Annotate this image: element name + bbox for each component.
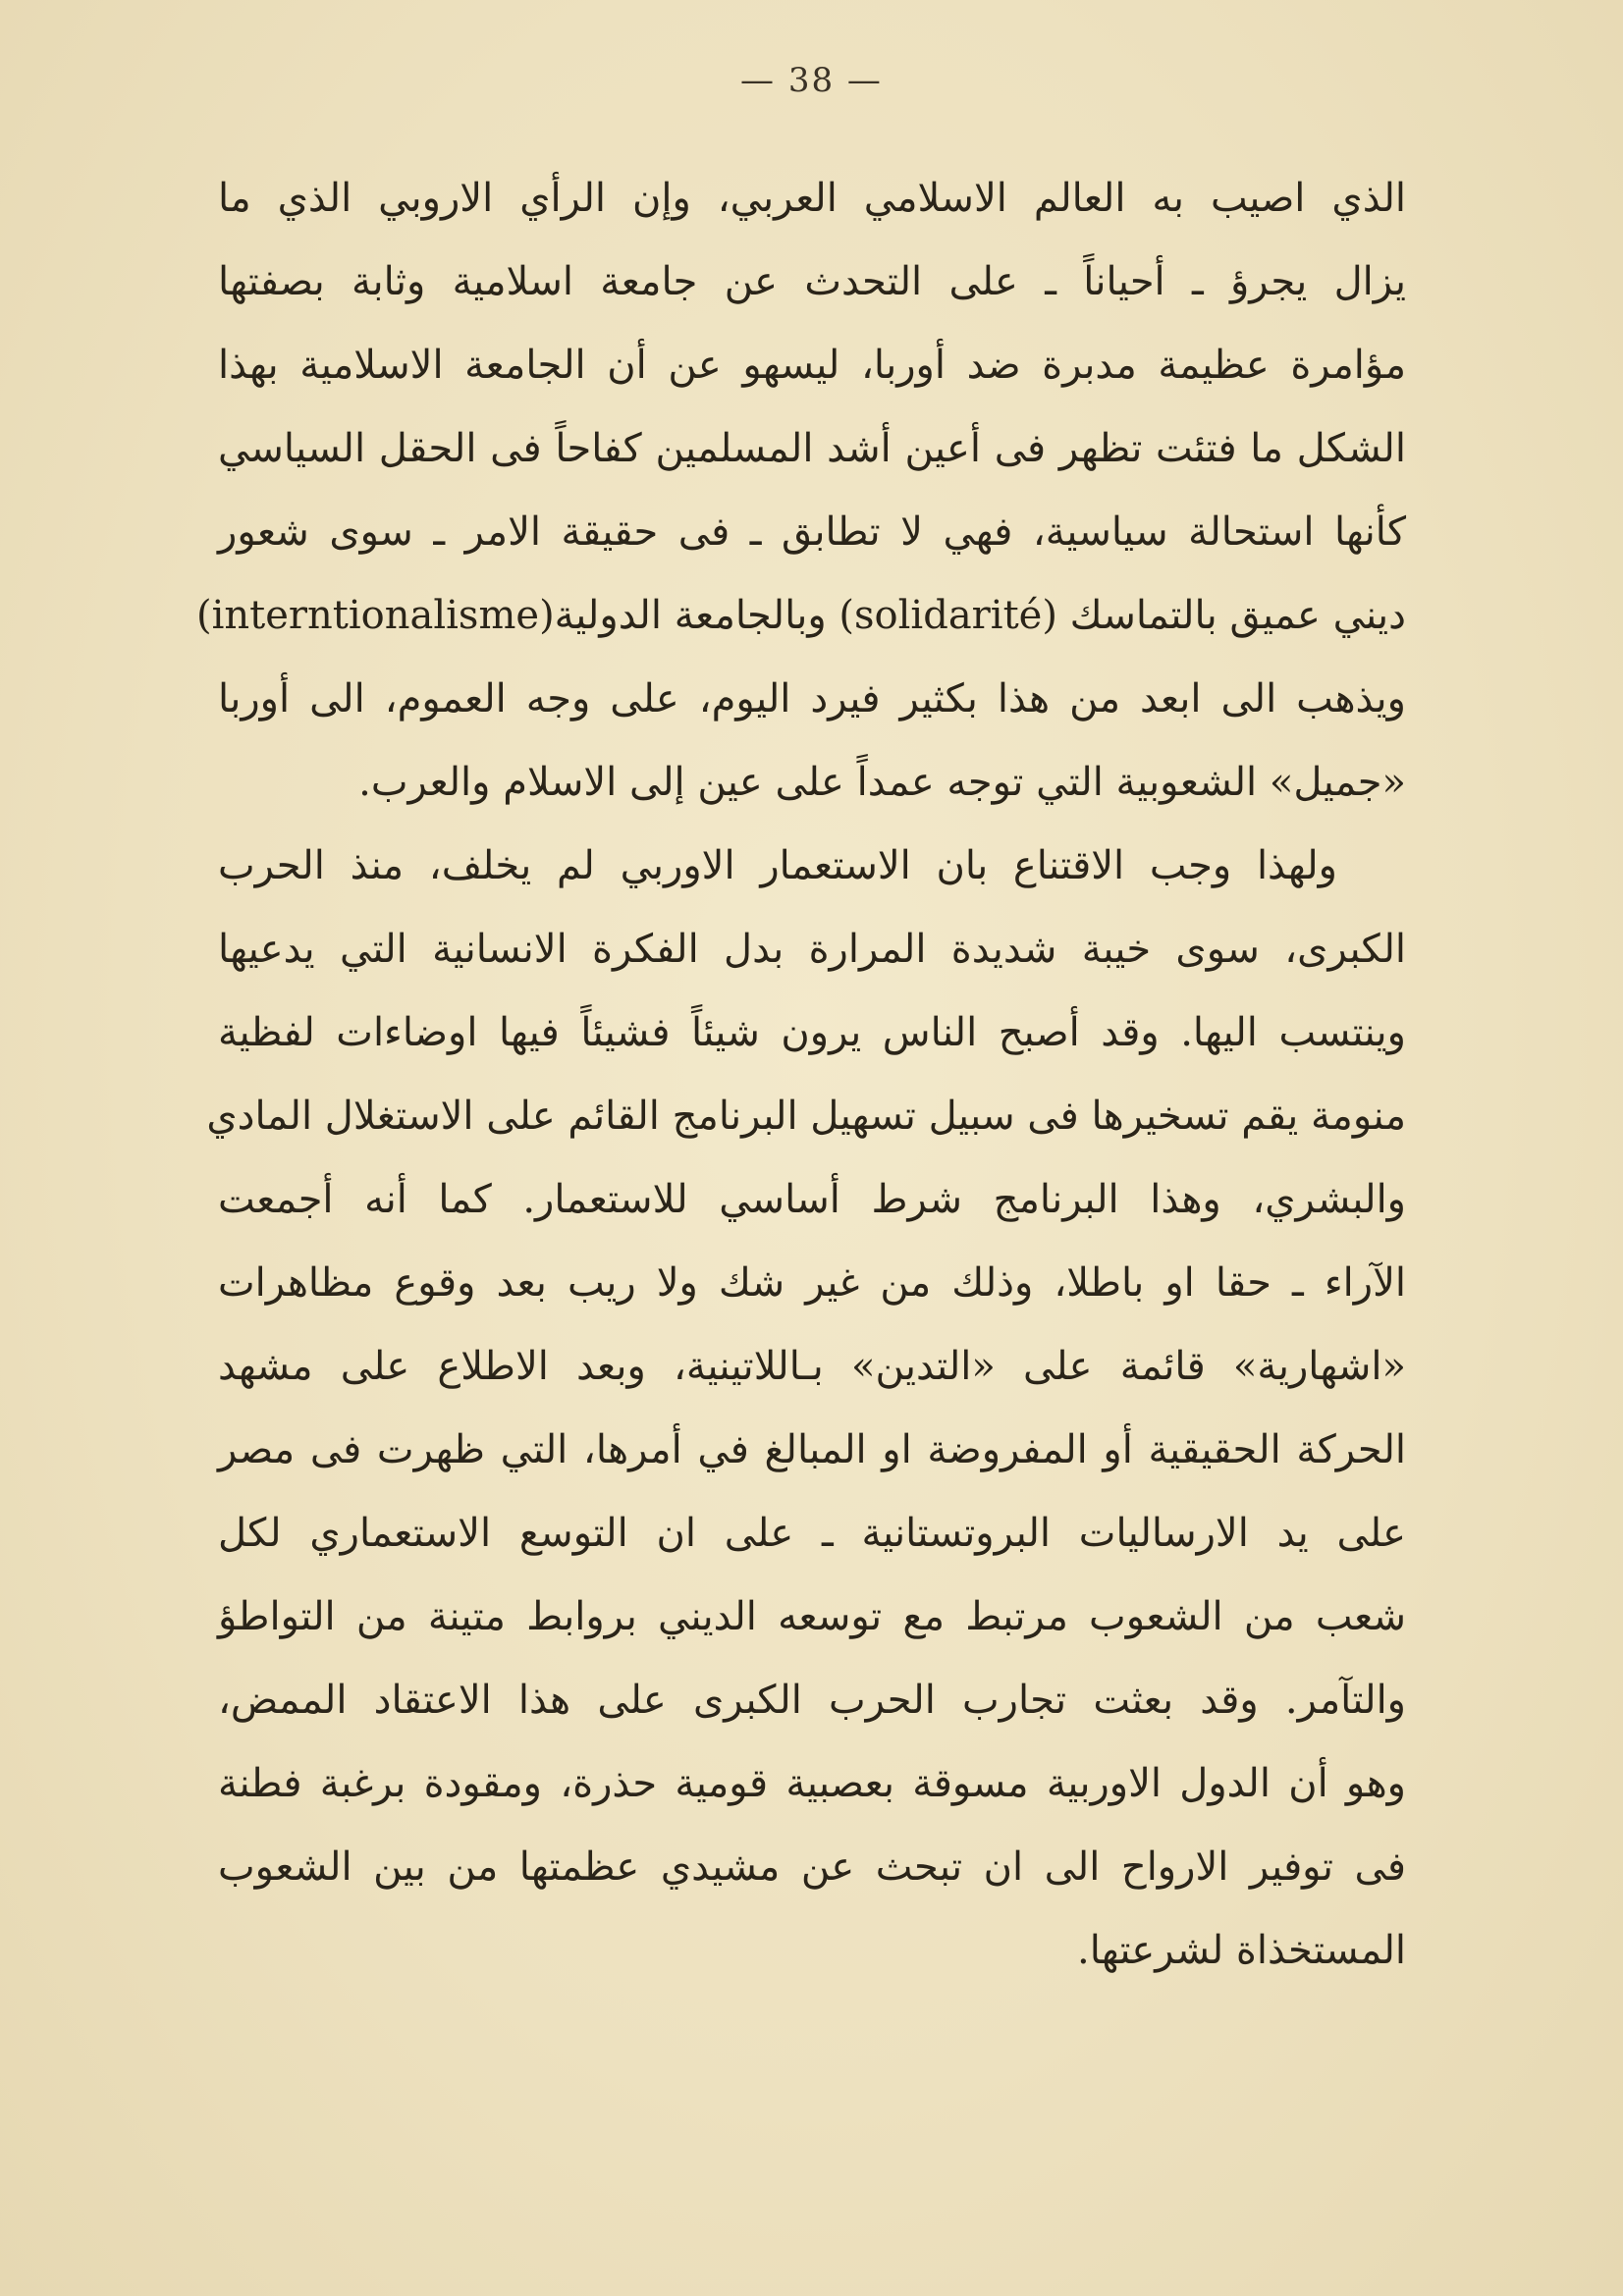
text-line: المستخذاة لشرعتها. bbox=[1077, 1928, 1406, 1973]
text-line: الشكل ما فتئت تظهر فى أعين أشد المسلمين كفاحاً فى الحقل السياسي bbox=[218, 426, 1406, 471]
text-line: يزال يجرؤ ـ أحياناً ـ على التحدث عن جامعة اسلامية وثابة بصفتها bbox=[218, 259, 1406, 304]
text-line: ولهذا وجب الاقتناع بان الاستعمار الاوربي لم يخلف، منذ الحرب bbox=[218, 843, 1337, 888]
text-line: «جميل» الشعوبية التي توجه عمداً على عين إلى الاسلام والعرب. bbox=[358, 760, 1406, 805]
text-line: الكبرى، سوى خيبة شديدة المرارة بدل الفكرة الانسانية التي يدعيها bbox=[218, 927, 1406, 972]
text-line: كأنها استحالة سياسية، فهي لا تطابق ـ فى حقيقة الامر ـ سوى شعور bbox=[218, 509, 1406, 555]
text-line: الحركة الحقيقية أو المفروضة او المبالغ في أمرها، التي ظهرت فى مصر bbox=[218, 1427, 1407, 1472]
text-line: منومة يقم تسخيرها فى سبيل تسهيل البرنامج القائم على الاستغلال المادي bbox=[206, 1094, 1406, 1139]
text-line: وينتسب اليها. وقد أصبح الناس يرون شيئاً فشيئاً فيها اوضاءات لفظية bbox=[218, 1010, 1406, 1055]
text-line: مؤامرة عظيمة مدبرة ضد أوربا، ليسهو عن أن الجامعة الاسلامية بهذا bbox=[218, 343, 1406, 388]
text-line: والتآمر. وقد بعثت تجارب الحرب الكبرى على هذا الاعتقاد الممض، bbox=[218, 1678, 1406, 1723]
text-line: شعب من الشعوب مرتبط مع توسعه الديني بروابط متينة من التواطؤ bbox=[218, 1594, 1406, 1639]
text-line: فى توفير الارواح الى ان تبحث عن مشيدي عظمتها من بين الشعوب bbox=[218, 1844, 1406, 1890]
text-line: الذي اصيب به العالم الاسلامي العربي، وإن الرأي الاروبي الذي ما bbox=[218, 176, 1406, 221]
page-number: — 38 — bbox=[740, 61, 883, 100]
text-line: «اشهارية» قائمة على «التدين» بـاللاتينية، وبعد الاطلاع على مشهد bbox=[218, 1344, 1406, 1389]
text-line: والبشري، وهذا البرنامج شرط أساسي للاستعمار. كما أنه أجمعت bbox=[218, 1177, 1406, 1222]
body-text bbox=[195, 157, 1407, 1993]
text-line: ديني عميق بالتماسك (solidarité) وبالجامعة الدولية(interntionalisme) bbox=[195, 593, 1406, 638]
text-line: الآراء ـ حقا او باطلا، وذلك من غير شك ولا ريب بعد وقوع مظاهرات bbox=[218, 1260, 1406, 1306]
text-line: ويذهب الى ابعد من هذا بكثير فيرد اليوم، على وجه العموم، الى أوربا bbox=[218, 676, 1406, 721]
text-line: على يد الارساليات البروتستانية ـ على ان التوسع الاستعماري لكل bbox=[218, 1511, 1406, 1556]
text-line: وهو أن الدول الاوربية مسوقة بعصبية قومية حذرة، ومقودة برغبة فطنة bbox=[218, 1761, 1406, 1806]
